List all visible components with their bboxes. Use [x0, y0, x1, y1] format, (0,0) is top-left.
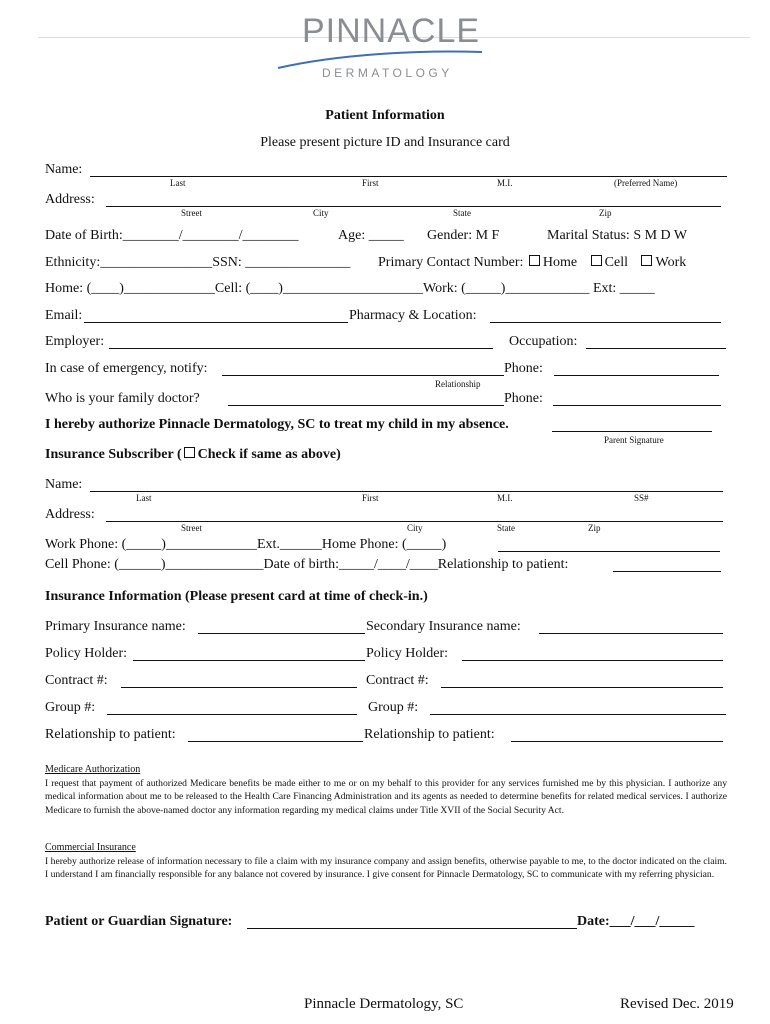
- dob-field[interactable]: Date of Birth:________/________/________: [45, 228, 299, 243]
- pharmacy-label: Pharmacy & Location:: [349, 308, 477, 323]
- medicare-text: I request that payment of authorized Medicare benefits be made either to me or on my behalf to this provider for any services furnished me by this physician. I authorize any medical information about me to be released to the Health Care Financing Administration and its agents as needed to determine benefits for related medical services. I authorize Medicare to furnish the above-named doctor any information regarding my medical claims under Title XVII of the Social Security Act.: [45, 778, 727, 816]
- secondary-group-field[interactable]: [430, 714, 726, 715]
- address-sub-street: Street: [181, 208, 202, 218]
- signature-label: Patient or Guardian Signature:: [45, 914, 233, 929]
- subscriber-sub-mi: M.I.: [497, 493, 513, 503]
- emergency-phone-field[interactable]: [554, 375, 719, 376]
- policy-holder-label: Policy Holder:: [45, 646, 128, 661]
- name-sub-last: Last: [170, 178, 186, 188]
- email-field[interactable]: [84, 322, 348, 323]
- policy-holder-field[interactable]: [133, 660, 365, 661]
- address-sub-state: State: [453, 208, 471, 218]
- cell-checkbox[interactable]: [591, 255, 602, 266]
- secondary-insurance-field[interactable]: [539, 633, 723, 634]
- name-sub-mi: M.I.: [497, 178, 513, 188]
- emergency-label: In case of emergency, notify:: [45, 361, 208, 376]
- medicare-heading: Medicare Authorization: [45, 764, 141, 775]
- occupation-field[interactable]: [586, 348, 726, 349]
- employer-field[interactable]: [109, 348, 493, 349]
- family-doctor-label: Who is your family doctor?: [45, 391, 200, 406]
- primary-contact-label: Primary Contact Number:: [378, 255, 524, 270]
- pharmacy-field[interactable]: [490, 322, 721, 323]
- subscriber-address-label: Address:: [45, 507, 95, 522]
- subscriber-relationship-line[interactable]: [613, 571, 721, 572]
- parent-signature-field[interactable]: [552, 431, 712, 432]
- logo-sub: DERMATOLOGY: [322, 66, 453, 80]
- group-field[interactable]: [107, 714, 357, 715]
- signature-date-field[interactable]: Date:___/___/_____: [577, 914, 695, 929]
- subscriber-home-phone-line[interactable]: [498, 551, 720, 552]
- secondary-contract-label: Contract #:: [366, 673, 429, 688]
- footer-right: Revised Dec. 2019: [620, 996, 734, 1012]
- subscriber-sub-last: Last: [136, 493, 152, 503]
- primary-contact-field: [378, 255, 686, 271]
- name-sub-first: First: [362, 178, 379, 188]
- page-title: Patient Information: [325, 108, 445, 123]
- name-label: Name:: [45, 162, 83, 177]
- ethnicity-ssn-field[interactable]: Ethnicity:________________SSN: _______________: [45, 255, 351, 270]
- parent-signature-sub: Parent Signature: [604, 435, 664, 445]
- footer-left: Pinnacle Dermatology, SC: [304, 996, 464, 1012]
- address-field[interactable]: [106, 206, 721, 207]
- home-checkbox[interactable]: [529, 255, 540, 266]
- subscriber-sub-ssn: SS#: [634, 493, 649, 503]
- page-subtitle: Please present picture ID and Insurance card: [260, 135, 510, 150]
- subscriber-address-field[interactable]: [106, 521, 723, 522]
- employer-label: Employer:: [45, 334, 105, 349]
- subscriber-sub-street: Street: [181, 523, 202, 533]
- phones-field[interactable]: Home: (____)_____________Cell: (____)____________________Work: (_____)____________ Ext: _____: [45, 281, 655, 296]
- subscriber-sub-zip: Zip: [588, 523, 601, 533]
- subscriber-sub-state: State: [497, 523, 515, 533]
- same-as-above-checkbox[interactable]: [184, 447, 195, 458]
- signature-field[interactable]: [247, 928, 577, 929]
- work-checkbox[interactable]: [641, 255, 652, 266]
- subscriber-sub-first: First: [362, 493, 379, 503]
- secondary-relationship-label: Relationship to patient:: [364, 727, 495, 742]
- relationship-label: Relationship to patient:: [45, 727, 176, 742]
- emergency-field[interactable]: [222, 375, 504, 376]
- subscriber-heading-post: Check if same as above): [197, 447, 341, 462]
- email-label: Email:: [45, 308, 83, 323]
- logo-name: PINNACLE: [302, 12, 481, 50]
- marital-status-field[interactable]: Marital Status: S M D W: [547, 228, 688, 243]
- work-option: Work: [655, 255, 687, 270]
- home-option: Home: [542, 255, 578, 270]
- secondary-contract-field[interactable]: [441, 687, 723, 688]
- subscriber-name-field[interactable]: [90, 491, 723, 492]
- contract-field[interactable]: [121, 687, 357, 688]
- name-sub-preferred: (Preferred Name): [614, 178, 678, 188]
- occupation-label: Occupation:: [509, 334, 578, 349]
- family-doctor-field[interactable]: [228, 405, 504, 406]
- secondary-insurance-label: Secondary Insurance name:: [366, 619, 521, 634]
- subscriber-heading: [45, 447, 341, 463]
- subscriber-heading-pre: Insurance Subscriber (: [45, 447, 182, 462]
- secondary-group-label: Group #:: [368, 700, 419, 715]
- relationship-sub: Relationship: [435, 379, 481, 389]
- family-doctor-phone-label: Phone:: [504, 391, 543, 406]
- secondary-policy-holder-label: Policy Holder:: [366, 646, 449, 661]
- relationship-field[interactable]: [188, 741, 363, 742]
- contract-label: Contract #:: [45, 673, 108, 688]
- address-label: Address:: [45, 192, 95, 207]
- secondary-policy-holder-field[interactable]: [462, 660, 723, 661]
- cell-option: Cell: [604, 255, 628, 270]
- name-field[interactable]: [90, 176, 727, 177]
- gender-field[interactable]: Gender: M F: [427, 228, 500, 243]
- commercial-heading: Commercial Insurance: [45, 842, 136, 853]
- commercial-text: I hereby authorize release of information necessary to file a claim with my insurance company and assign benefits, otherwise payable to me, to the doctor indicated on the claim. I understand I am financially responsible for any balance not covered by insurance. I give consent for Pinnacle Dermatology, SC to communicate with my referring physician.: [45, 856, 727, 881]
- group-label: Group #:: [45, 700, 96, 715]
- subscriber-name-label: Name:: [45, 477, 83, 492]
- address-sub-zip: Zip: [599, 208, 612, 218]
- subscriber-cell-phone-field[interactable]: Cell Phone: (______)______________Date of birth:_____/____/____Relationship to patient:: [45, 557, 569, 572]
- subscriber-work-phone-field[interactable]: Work Phone: (_____)_____________Ext.______Home Phone: (_____): [45, 537, 447, 552]
- secondary-relationship-field[interactable]: [511, 741, 723, 742]
- insurance-heading: Insurance Information (Please present card at time of check-in.): [45, 589, 428, 604]
- subscriber-sub-city: City: [407, 523, 423, 533]
- primary-insurance-label: Primary Insurance name:: [45, 619, 186, 634]
- family-doctor-phone-field[interactable]: [553, 405, 721, 406]
- authorize-text: I hereby authorize Pinnacle Dermatology, SC to treat my child in my absence.: [45, 417, 509, 432]
- age-field[interactable]: Age: _____: [338, 228, 404, 243]
- address-sub-city: City: [313, 208, 329, 218]
- logo: [270, 10, 500, 82]
- primary-insurance-field[interactable]: [198, 633, 365, 634]
- emergency-phone-label: Phone:: [504, 361, 543, 376]
